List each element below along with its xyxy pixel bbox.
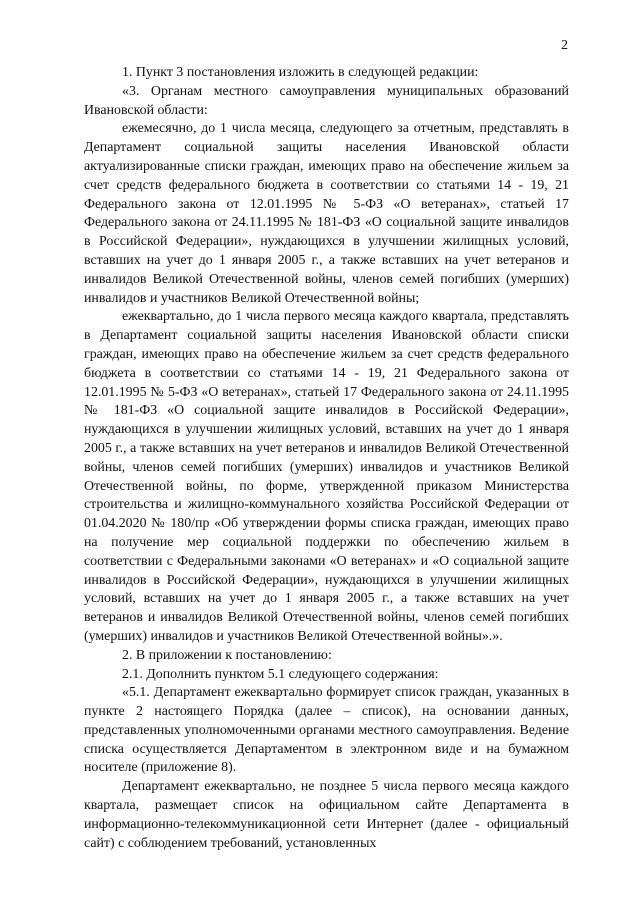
page-number: 2 bbox=[561, 38, 568, 53]
paragraph-department-publishes: Департамент ежеквартально, не позднее 5 числа первого месяца каждого квартала, размещает список на официальном сайте Департамента в информационно-телекоммуникационной сети Интернет (далее - официальный сайт) с соблюдением требований, установленных bbox=[84, 779, 569, 851]
document-body bbox=[84, 64, 569, 853]
paragraph-item-2: 2. В приложении к постановлению: bbox=[122, 647, 332, 663]
paragraph-item-1: 1. Пункт 3 постановления изложить в следующей редакции: bbox=[122, 65, 479, 80]
paragraph-quarterly: ежеквартально, до 1 числа первого месяца каждого квартала, представлять в Департамент социальной защиты населения Ивановской области списки граждан, имеющих право на обеспечение жильем за счет средств федерального бюджета в соответствии со статьями 14 - 19, 21 Федерального закона от 12.01.1995 № 5-ФЗ «О ветеранах», статьей 17 Федерального закона от 24.11.1995 № 181-ФЗ «О социальной защите инвалидов в Российской Федерации», нуждающихся в улучшении жилищных условий, вставших на учет до 1 января 2005 г., а также вставших на учет ветеранов и инвалидов Великой Отечественной войны, членов семей погибших (умерших) инвалидов и участников Великой Отечественной войны, по форме, утвержденной приказом Министерства строительства и жилищно-коммунального хозяйства Российской Федерации от 01.04.2020 № 180/пр «Об утверждении формы списка граждан, имеющих право на получение мер социальной поддержки по обеспечению жильем в соответствии с Федеральными законами «О ветеранах» и «О социальной защите инвалидов в Российской Федерации», нуждающихся в улучшении жилищных условий, вставших на учет до 1 января 2005 г., а также вставших на учет ветеранов и инвалидов Великой Отечественной войны, членов семей погибших (умерших) инвалидов и участников Великой Отечественной войны».». bbox=[84, 309, 569, 644]
paragraph-monthly: ежемесячно, до 1 числа месяца, следующего за отчетным, представлять в Департамент социальной защиты населения Ивановской области актуализированные списки граждан, имеющих право на обеспечение жильем за счет средств федерального бюджета в соответствии со статьями 14 - 19, 21 Федерального закона от 12.01.1995 № 5-ФЗ «О ветеранах», статьей 17 Федерального закона от 24.11.1995 № 181-ФЗ «О социальной защите инвалидов в Российской Федерации», нуждающихся в улучшении жилищных условий, вставших на учет до 1 января 2005 г., а также вставших на учет ветеранов и инвалидов Великой Отечественной войны, членов семей погибших (умерших) инвалидов и участников Великой Отечественной войны; bbox=[84, 121, 569, 306]
paragraph-item-5-1: «5.1. Департамент ежеквартально формирует список граждан, указанных в пункте 2 настоящего Порядка (далее – список), на основании данных, представленных уполномоченными органами местного самоуправления. Ведение списка осуществляется Департаментом в электронном виде и на бумажном носителе (приложение 8). bbox=[84, 685, 569, 776]
paragraph-item-3-intro: «3. Органам местного самоуправления муниципальных образований Ивановской области: bbox=[84, 83, 569, 118]
paragraph-item-2-1: 2.1. Дополнить пунктом 5.1 следующего содержания: bbox=[122, 666, 439, 682]
